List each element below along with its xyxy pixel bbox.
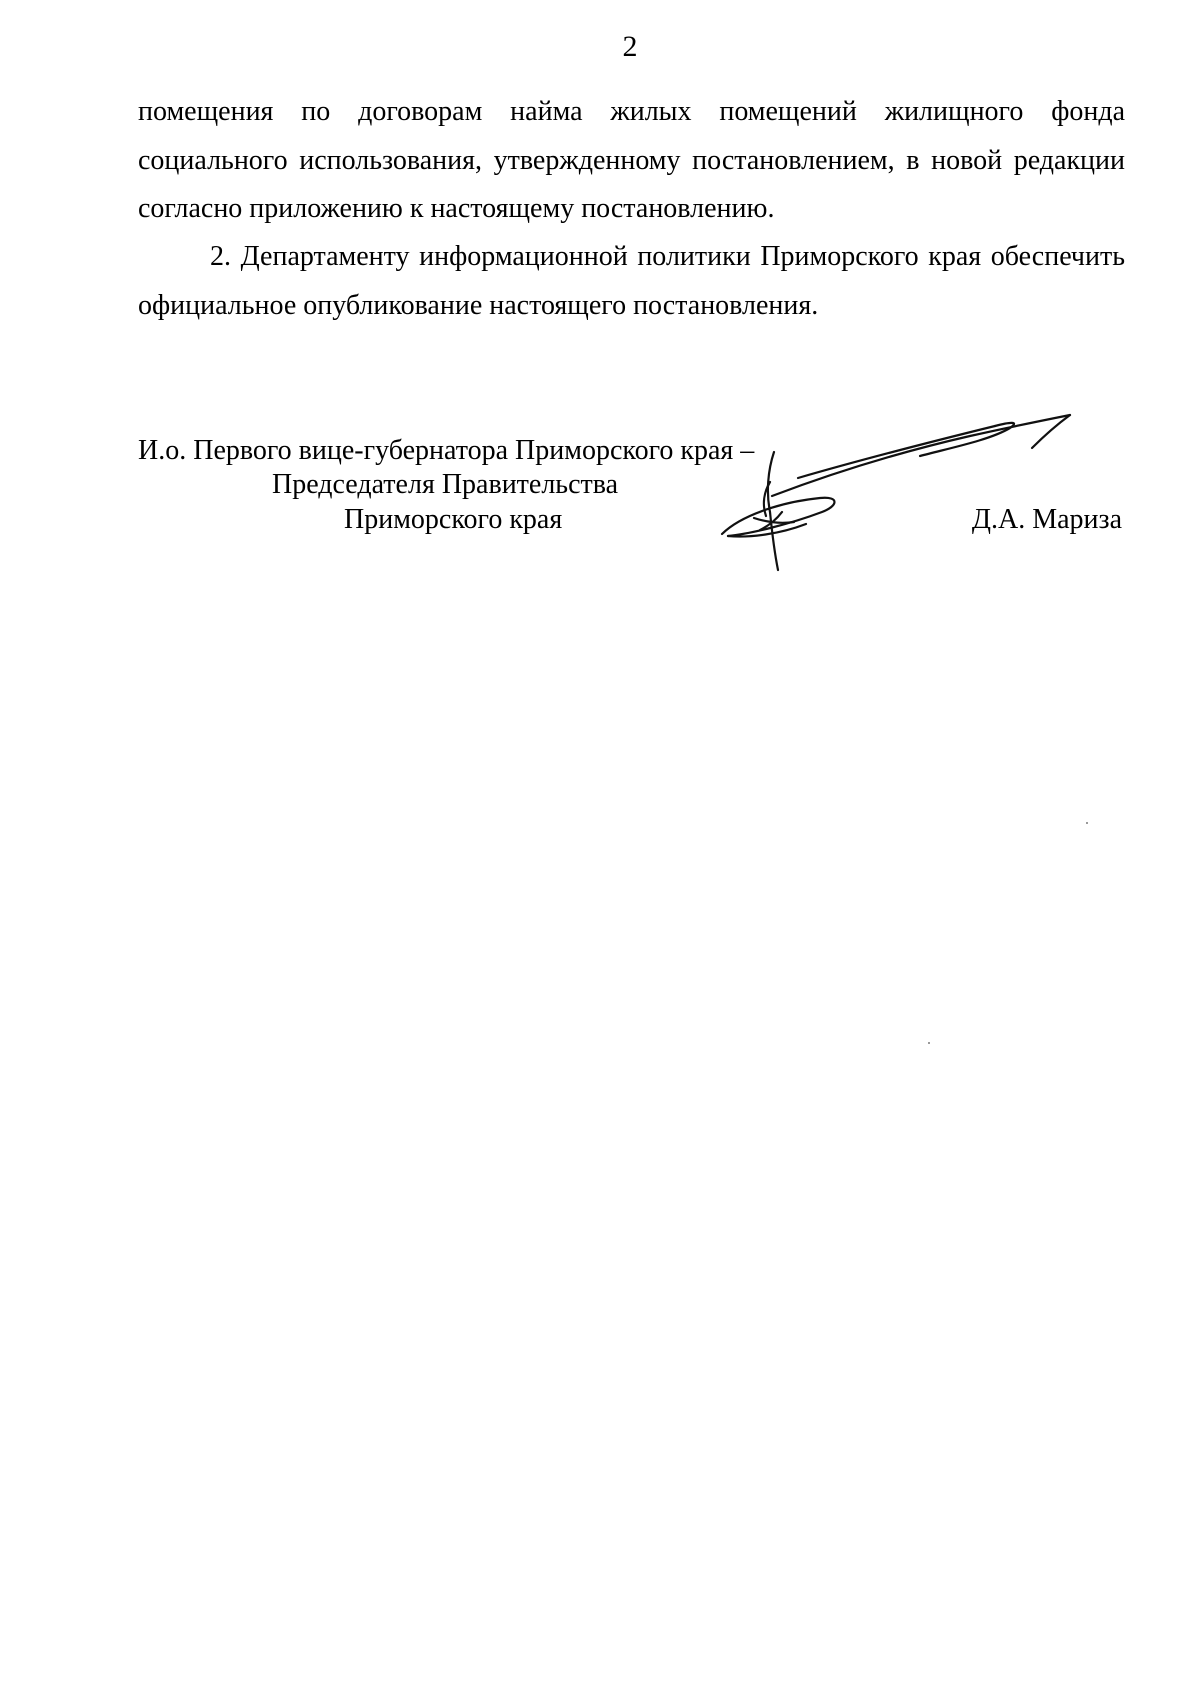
scan-speck: [1086, 822, 1088, 824]
handwritten-signature: [710, 412, 1080, 572]
signatory-title-line-2: Председателя Правительства: [272, 469, 619, 500]
signatory-title-line-3: Приморского края: [344, 504, 563, 535]
signatory-name: Д.А. Мариза: [971, 504, 1122, 535]
scan-speck: [928, 1042, 930, 1044]
paragraph-item-2: 2. Департаменту информационной политики Приморского края обеспечить официальное опубликование настоящего постановления.: [138, 241, 1125, 321]
signatory-title-line-1: И.о. Первого вице-губернатора Приморского края –: [138, 435, 755, 466]
paragraph-continuation: помещения по договорам найма жилых помещений жилищного фонда социального использования, утвержденному постановлением, в новой редакции согласно приложению к настоящему постановлению.: [138, 96, 1125, 224]
page-number: 2: [622, 30, 638, 63]
